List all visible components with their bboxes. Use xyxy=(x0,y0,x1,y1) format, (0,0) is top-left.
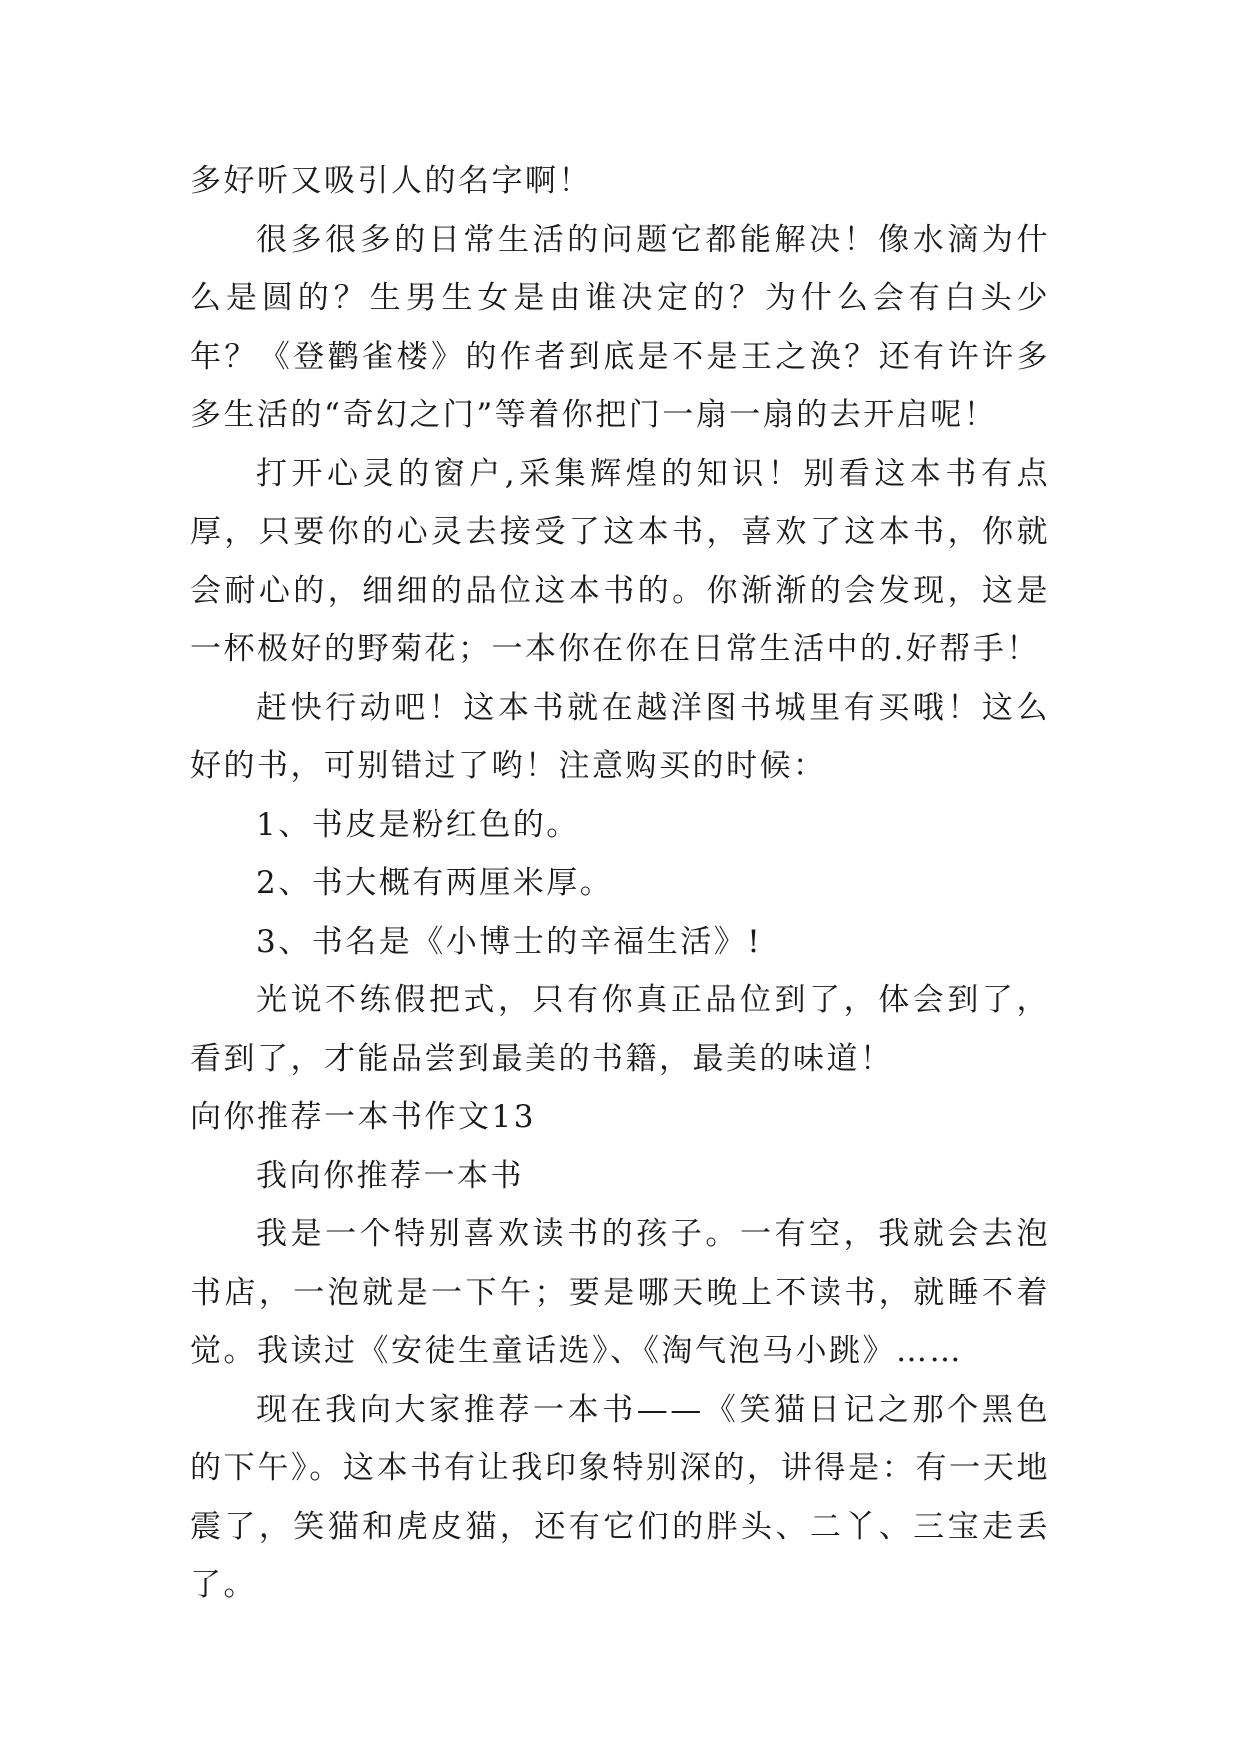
list-item-1: 1、书皮是粉红色的。 xyxy=(256,806,580,843)
paragraph-3: 打开心灵的窗户,采集辉煌的知识！别看这本书有点厚，只要你的心灵去接受了这本书，喜欢了这本书，你就会耐心的，细细的品位这本书的。你渐渐的会发现，这是一杯极好的野菊花；一本你在你在日常生活中的.好帮手！ xyxy=(190,455,1050,667)
paragraph-1: 多好听又吸引人的名字啊！ xyxy=(190,163,592,199)
section-title: 向你推荐一本书作文13 xyxy=(190,1099,536,1135)
document-body xyxy=(190,152,1050,1615)
paragraph-5: 光说不练假把式，只有你真正品位到了，体会到了，看到了，才能品尝到最美的书籍，最美的味道！ xyxy=(190,982,1050,1077)
list-item-3: 3、书名是《小博士的辛福生活》! xyxy=(256,923,763,960)
essay-title: 我向你推荐一本书 xyxy=(256,1157,524,1194)
paragraph-2: 很多很多的日常生活的问题它都能解决！像水滴为什么是圆的？生男生女是由谁决定的？为什么会有白头少年？《登鹳雀楼》的作者到底是不是王之涣？还有许许多多生活的“奇幻之门”等着你把门一扇一扇的去开启呢！ xyxy=(190,221,1050,433)
list-item-2: 2、书大概有两厘米厚。 xyxy=(256,865,614,901)
paragraph-6: 我是一个特别喜欢读书的孩子。一有空，我就会去泡书店，一泡就是一下午；要是哪天晚上不读书，就睡不着觉。我读过《安徒生童话选》、《淘气泡马小跳》…… xyxy=(190,1216,1050,1369)
paragraph-7: 现在我向大家推荐一本书——《笑猫日记之那个黑色的下午》。这本书有让我印象特别深的，讲得是：有一天地震了，笑猫和虎皮猫，还有它们的胖头、二丫、三宝走丢了。 xyxy=(190,1391,1050,1603)
paragraph-4: 赶快行动吧！这本书就在越洋图书城里有买哦！这么好的书，可别错过了哟！注意购买的时候： xyxy=(190,689,1050,784)
